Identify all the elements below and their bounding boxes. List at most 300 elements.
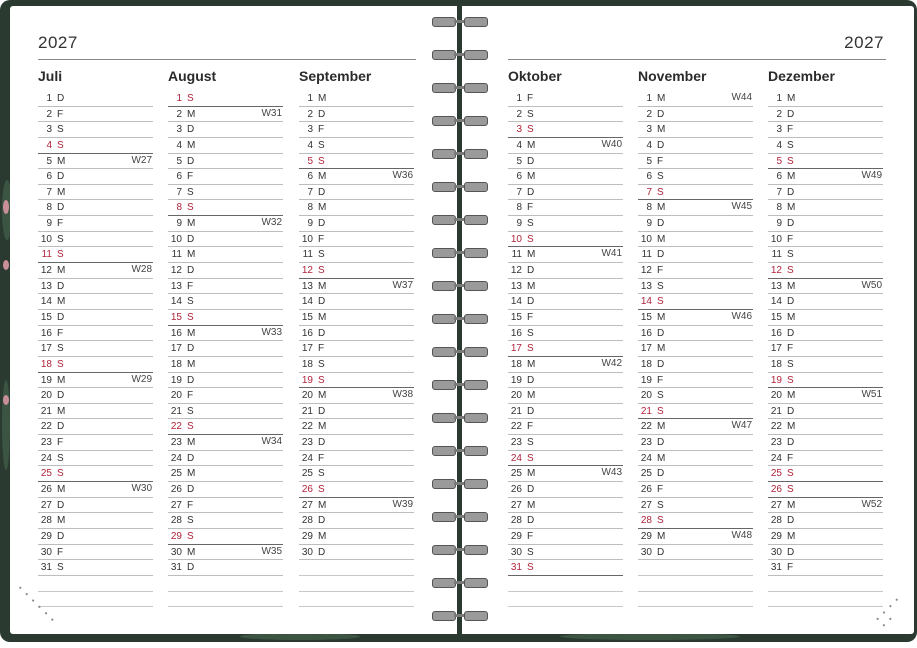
weekday-letter: D — [657, 249, 665, 261]
day-row[interactable] — [638, 294, 753, 310]
day-number: 27 — [40, 499, 52, 511]
day-row[interactable] — [38, 294, 153, 310]
blank-line[interactable] — [638, 592, 753, 608]
day-row[interactable] — [168, 560, 283, 576]
weekday-letter: D — [657, 468, 665, 480]
day-row[interactable] — [508, 247, 623, 263]
day-row[interactable] — [168, 122, 283, 138]
day-row[interactable] — [168, 263, 283, 279]
weekday-letter: M — [187, 546, 196, 558]
day-row[interactable] — [768, 247, 883, 263]
weekday-letter: D — [657, 437, 665, 449]
blank-line[interactable] — [168, 576, 283, 592]
day-row[interactable] — [508, 200, 623, 216]
day-number: 7 — [646, 186, 652, 198]
cover-flower-decoration — [3, 200, 9, 214]
day-row[interactable] — [508, 310, 623, 326]
blank-line[interactable] — [299, 592, 414, 608]
day-row[interactable] — [299, 107, 414, 123]
day-number: 27 — [770, 499, 782, 511]
day-number: 19 — [640, 374, 652, 386]
day-row[interactable] — [768, 310, 883, 326]
weekday-letter: M — [527, 468, 536, 480]
month-column-november — [638, 62, 753, 607]
day-number: 29 — [301, 530, 313, 542]
weekday-letter: S — [187, 405, 194, 417]
blank-line[interactable] — [768, 592, 883, 608]
weekday-letter: S — [57, 343, 64, 355]
day-row[interactable] — [38, 232, 153, 248]
day-row[interactable] — [768, 529, 883, 545]
weekday-letter: M — [527, 390, 536, 402]
day-row[interactable] — [299, 341, 414, 357]
day-row[interactable] — [38, 154, 153, 170]
day-number: 22 — [510, 421, 522, 433]
weekday-letter: D — [657, 218, 665, 230]
day-row[interactable] — [508, 513, 623, 529]
day-row[interactable] — [168, 247, 283, 263]
day-row[interactable] — [168, 388, 283, 404]
weekday-letter: D — [57, 202, 65, 214]
day-row[interactable] — [638, 263, 753, 279]
day-row[interactable] — [299, 310, 414, 326]
day-row[interactable] — [768, 122, 883, 138]
weekday-letter: D — [787, 405, 795, 417]
day-number: 4 — [176, 139, 182, 151]
day-row[interactable] — [768, 373, 883, 389]
day-row[interactable] — [638, 373, 753, 389]
day-row[interactable] — [299, 435, 414, 451]
day-row[interactable] — [168, 107, 283, 123]
ring-left-loop — [432, 347, 456, 357]
day-row[interactable] — [768, 185, 883, 201]
day-row[interactable] — [38, 216, 153, 232]
week-number: W29 — [131, 373, 152, 385]
weekday-letter: F — [57, 218, 64, 230]
day-row[interactable] — [299, 263, 414, 279]
day-row[interactable] — [299, 513, 414, 529]
day-row[interactable] — [38, 185, 153, 201]
day-row[interactable] — [768, 482, 883, 498]
weekday-letter: F — [318, 233, 325, 245]
day-row[interactable] — [508, 529, 623, 545]
day-row[interactable] — [38, 498, 153, 514]
day-row[interactable] — [38, 419, 153, 435]
day-row[interactable] — [638, 154, 753, 170]
day-number: 6 — [307, 171, 313, 183]
day-row[interactable] — [299, 122, 414, 138]
day-row[interactable] — [168, 357, 283, 373]
day-number: 20 — [510, 390, 522, 402]
day-row[interactable] — [299, 498, 414, 514]
day-row[interactable] — [38, 341, 153, 357]
weekday-letter: M — [527, 358, 536, 370]
day-number: 22 — [301, 421, 313, 433]
day-row[interactable] — [299, 138, 414, 154]
day-number: 4 — [776, 139, 782, 151]
day-number: 11 — [302, 249, 313, 261]
ring-left-loop — [432, 248, 456, 258]
ring-left-loop — [432, 512, 456, 522]
spiral-ring — [432, 245, 488, 261]
blank-line[interactable] — [38, 576, 153, 592]
weekday-letter: M — [57, 484, 66, 496]
day-row[interactable] — [508, 294, 623, 310]
day-row[interactable] — [38, 513, 153, 529]
day-row[interactable] — [168, 91, 283, 107]
day-row[interactable] — [38, 138, 153, 154]
day-row[interactable] — [508, 91, 623, 107]
day-row[interactable] — [638, 498, 753, 514]
day-row[interactable] — [638, 513, 753, 529]
blank-line[interactable] — [638, 576, 753, 592]
day-row[interactable] — [299, 91, 414, 107]
day-row[interactable] — [38, 529, 153, 545]
day-row[interactable] — [168, 341, 283, 357]
day-row[interactable] — [299, 529, 414, 545]
day-row[interactable] — [168, 138, 283, 154]
day-number: 16 — [770, 327, 782, 339]
day-row[interactable] — [38, 169, 153, 185]
day-row[interactable] — [768, 498, 883, 514]
day-row[interactable] — [768, 279, 883, 295]
day-row[interactable] — [508, 216, 623, 232]
day-row[interactable] — [508, 373, 623, 389]
day-row[interactable] — [38, 357, 153, 373]
day-row[interactable] — [38, 122, 153, 138]
day-row[interactable] — [38, 91, 153, 107]
day-number: 22 — [40, 421, 52, 433]
day-row[interactable] — [768, 91, 883, 107]
ring-left-loop — [432, 17, 456, 27]
day-row[interactable] — [768, 232, 883, 248]
day-row[interactable] — [508, 419, 623, 435]
day-row[interactable] — [299, 466, 414, 482]
day-row[interactable] — [38, 404, 153, 420]
day-row[interactable] — [638, 388, 753, 404]
day-number: 23 — [301, 437, 313, 449]
day-row[interactable] — [168, 279, 283, 295]
day-row[interactable] — [38, 310, 153, 326]
spiral-ring — [432, 179, 488, 195]
day-number: 26 — [40, 484, 52, 496]
ring-right-loop — [464, 248, 488, 258]
day-number: 10 — [301, 233, 313, 245]
day-row[interactable] — [168, 169, 283, 185]
day-number: 22 — [170, 421, 182, 433]
day-row[interactable] — [508, 138, 623, 154]
day-row[interactable] — [168, 294, 283, 310]
ring-left-loop — [432, 578, 456, 588]
day-row[interactable] — [638, 169, 753, 185]
weekday-letter: F — [527, 202, 534, 214]
day-row[interactable] — [638, 326, 753, 342]
day-row[interactable] — [508, 357, 623, 373]
weekday-letter: M — [318, 390, 327, 402]
week-number: W43 — [601, 467, 622, 479]
day-row[interactable] — [38, 388, 153, 404]
weekday-letter: M — [187, 468, 196, 480]
blank-line[interactable] — [299, 560, 414, 576]
day-row[interactable] — [768, 263, 883, 279]
day-row[interactable] — [508, 122, 623, 138]
day-row[interactable] — [768, 154, 883, 170]
day-row[interactable] — [768, 513, 883, 529]
day-row[interactable] — [38, 200, 153, 216]
weekday-letter: S — [57, 124, 64, 136]
weekday-letter: S — [57, 452, 64, 464]
ring-left-loop — [432, 116, 456, 126]
day-number: 13 — [301, 280, 313, 292]
day-row[interactable] — [299, 247, 414, 263]
day-row[interactable] — [508, 388, 623, 404]
day-row[interactable] — [168, 545, 283, 561]
day-row[interactable] — [508, 466, 623, 482]
day-row[interactable] — [168, 513, 283, 529]
day-row[interactable] — [38, 247, 153, 263]
day-row[interactable] — [638, 435, 753, 451]
day-row[interactable] — [768, 341, 883, 357]
day-row[interactable] — [168, 200, 283, 216]
day-row[interactable] — [638, 279, 753, 295]
day-row[interactable] — [768, 294, 883, 310]
day-row[interactable] — [299, 357, 414, 373]
day-row[interactable] — [638, 138, 753, 154]
day-number: 18 — [510, 358, 522, 370]
day-row[interactable] — [508, 279, 623, 295]
day-row[interactable] — [638, 357, 753, 373]
day-number: 14 — [40, 296, 52, 308]
day-row[interactable] — [638, 216, 753, 232]
blank-line[interactable] — [508, 576, 623, 592]
day-number: 24 — [510, 452, 522, 464]
day-row[interactable] — [168, 419, 283, 435]
day-number: 29 — [640, 530, 652, 542]
day-row[interactable] — [768, 169, 883, 185]
day-row[interactable] — [299, 419, 414, 435]
week-number: W50 — [861, 279, 882, 291]
day-row[interactable] — [638, 232, 753, 248]
weekday-letter: S — [787, 249, 794, 261]
weekday-letter: M — [57, 374, 66, 386]
weekday-letter: S — [318, 374, 325, 386]
cover-leaf-decoration — [240, 633, 360, 640]
week-number: W48 — [731, 529, 752, 541]
day-row[interactable] — [508, 482, 623, 498]
day-row[interactable] — [508, 185, 623, 201]
day-row[interactable] — [768, 107, 883, 123]
day-row[interactable] — [38, 451, 153, 467]
day-row[interactable] — [768, 466, 883, 482]
day-row[interactable] — [508, 169, 623, 185]
day-row[interactable] — [508, 404, 623, 420]
day-row[interactable] — [638, 185, 753, 201]
day-row[interactable] — [638, 310, 753, 326]
weekday-letter: F — [787, 233, 794, 245]
day-row[interactable] — [168, 451, 283, 467]
day-number: 7 — [307, 186, 313, 198]
day-row[interactable] — [768, 357, 883, 373]
ring-left-loop — [432, 446, 456, 456]
day-row[interactable] — [508, 435, 623, 451]
week-number: W42 — [601, 357, 622, 369]
day-row[interactable] — [638, 466, 753, 482]
day-row[interactable] — [638, 451, 753, 467]
day-row[interactable] — [299, 294, 414, 310]
weekday-letter: D — [657, 327, 665, 339]
day-row[interactable] — [168, 216, 283, 232]
day-row[interactable] — [299, 154, 414, 170]
weekday-letter: M — [187, 249, 196, 261]
blank-line[interactable] — [299, 576, 414, 592]
day-number: 1 — [776, 93, 782, 104]
day-row[interactable] — [768, 200, 883, 216]
day-number: 30 — [770, 546, 782, 558]
day-row[interactable] — [168, 373, 283, 389]
day-row[interactable] — [768, 435, 883, 451]
day-number: 13 — [770, 280, 782, 292]
day-row[interactable] — [168, 185, 283, 201]
day-row[interactable] — [768, 388, 883, 404]
weekday-letter: S — [318, 484, 325, 496]
spiral-ring — [432, 14, 488, 30]
day-row[interactable] — [768, 138, 883, 154]
day-row[interactable] — [768, 545, 883, 561]
ring-left-loop — [432, 50, 456, 60]
blank-line[interactable] — [508, 592, 623, 608]
day-row[interactable] — [299, 279, 414, 295]
day-number: 5 — [307, 155, 313, 167]
day-row[interactable] — [299, 200, 414, 216]
day-row[interactable] — [38, 466, 153, 482]
day-row[interactable] — [508, 232, 623, 248]
weekday-letter: S — [527, 218, 534, 230]
day-row[interactable] — [638, 529, 753, 545]
day-row[interactable] — [299, 169, 414, 185]
day-row[interactable] — [299, 232, 414, 248]
day-row[interactable] — [508, 545, 623, 561]
day-row[interactable] — [168, 529, 283, 545]
day-number: 16 — [510, 327, 522, 339]
weekday-letter: D — [787, 515, 795, 527]
blank-line[interactable] — [638, 560, 753, 576]
day-row[interactable] — [768, 451, 883, 467]
weekday-letter: D — [57, 171, 65, 183]
day-row[interactable] — [768, 560, 883, 576]
day-row[interactable] — [38, 560, 153, 576]
day-row[interactable] — [168, 326, 283, 342]
blank-line[interactable] — [168, 592, 283, 608]
day-row[interactable] — [168, 498, 283, 514]
day-row[interactable] — [38, 263, 153, 279]
day-row[interactable] — [299, 545, 414, 561]
day-row[interactable] — [168, 310, 283, 326]
day-row[interactable] — [638, 404, 753, 420]
day-row[interactable] — [38, 435, 153, 451]
weekday-letter: D — [57, 311, 65, 323]
day-row[interactable] — [168, 404, 283, 420]
day-row[interactable] — [38, 482, 153, 498]
day-number: 8 — [516, 202, 522, 214]
weekday-letter: D — [57, 421, 65, 433]
day-row[interactable] — [638, 341, 753, 357]
day-row[interactable] — [508, 263, 623, 279]
blank-line[interactable] — [768, 576, 883, 592]
day-row[interactable] — [638, 545, 753, 561]
day-number: 2 — [776, 108, 782, 120]
weekday-letter: D — [787, 437, 795, 449]
weekday-letter: S — [527, 327, 534, 339]
day-row[interactable] — [299, 451, 414, 467]
day-number: 10 — [510, 233, 522, 245]
day-row[interactable] — [168, 154, 283, 170]
day-row[interactable] — [508, 341, 623, 357]
day-row[interactable] — [508, 451, 623, 467]
day-row[interactable] — [638, 107, 753, 123]
day-row[interactable] — [299, 373, 414, 389]
day-row[interactable] — [168, 232, 283, 248]
day-row[interactable] — [168, 482, 283, 498]
day-row[interactable] — [508, 107, 623, 123]
day-number: 12 — [170, 265, 182, 277]
day-number: 9 — [646, 218, 652, 230]
day-row[interactable] — [638, 122, 753, 138]
day-row[interactable] — [508, 560, 623, 576]
day-row[interactable] — [638, 91, 753, 107]
day-row[interactable] — [768, 419, 883, 435]
weekday-letter: S — [527, 452, 534, 464]
day-row[interactable] — [638, 419, 753, 435]
day-row[interactable] — [638, 247, 753, 263]
day-number: 24 — [770, 452, 782, 464]
day-row[interactable] — [768, 404, 883, 420]
day-row[interactable] — [299, 326, 414, 342]
day-row[interactable] — [38, 279, 153, 295]
day-number: 16 — [640, 327, 652, 339]
blank-line[interactable] — [38, 592, 153, 608]
weekday-letter: D — [787, 108, 795, 120]
ring-right-loop — [464, 182, 488, 192]
day-row[interactable] — [638, 482, 753, 498]
day-number: 12 — [510, 265, 522, 277]
day-row[interactable] — [299, 388, 414, 404]
day-row[interactable] — [299, 185, 414, 201]
day-number: 13 — [640, 280, 652, 292]
day-number: 19 — [510, 374, 522, 386]
ring-right-loop — [464, 347, 488, 357]
day-row[interactable] — [508, 154, 623, 170]
weekday-letter: M — [57, 155, 66, 167]
day-number: 11 — [771, 249, 782, 261]
day-row[interactable] — [168, 466, 283, 482]
week-number: W30 — [131, 483, 152, 495]
day-row[interactable] — [168, 435, 283, 451]
day-row[interactable] — [768, 326, 883, 342]
day-row[interactable] — [38, 326, 153, 342]
day-row[interactable] — [299, 216, 414, 232]
day-row[interactable] — [638, 200, 753, 216]
day-row[interactable] — [38, 373, 153, 389]
day-number: 25 — [510, 468, 522, 480]
day-row[interactable] — [38, 545, 153, 561]
day-row[interactable] — [508, 498, 623, 514]
day-row[interactable] — [508, 326, 623, 342]
day-row[interactable] — [299, 482, 414, 498]
day-number: 17 — [40, 343, 52, 355]
day-row[interactable] — [38, 107, 153, 123]
day-row[interactable] — [299, 404, 414, 420]
day-row[interactable] — [768, 216, 883, 232]
